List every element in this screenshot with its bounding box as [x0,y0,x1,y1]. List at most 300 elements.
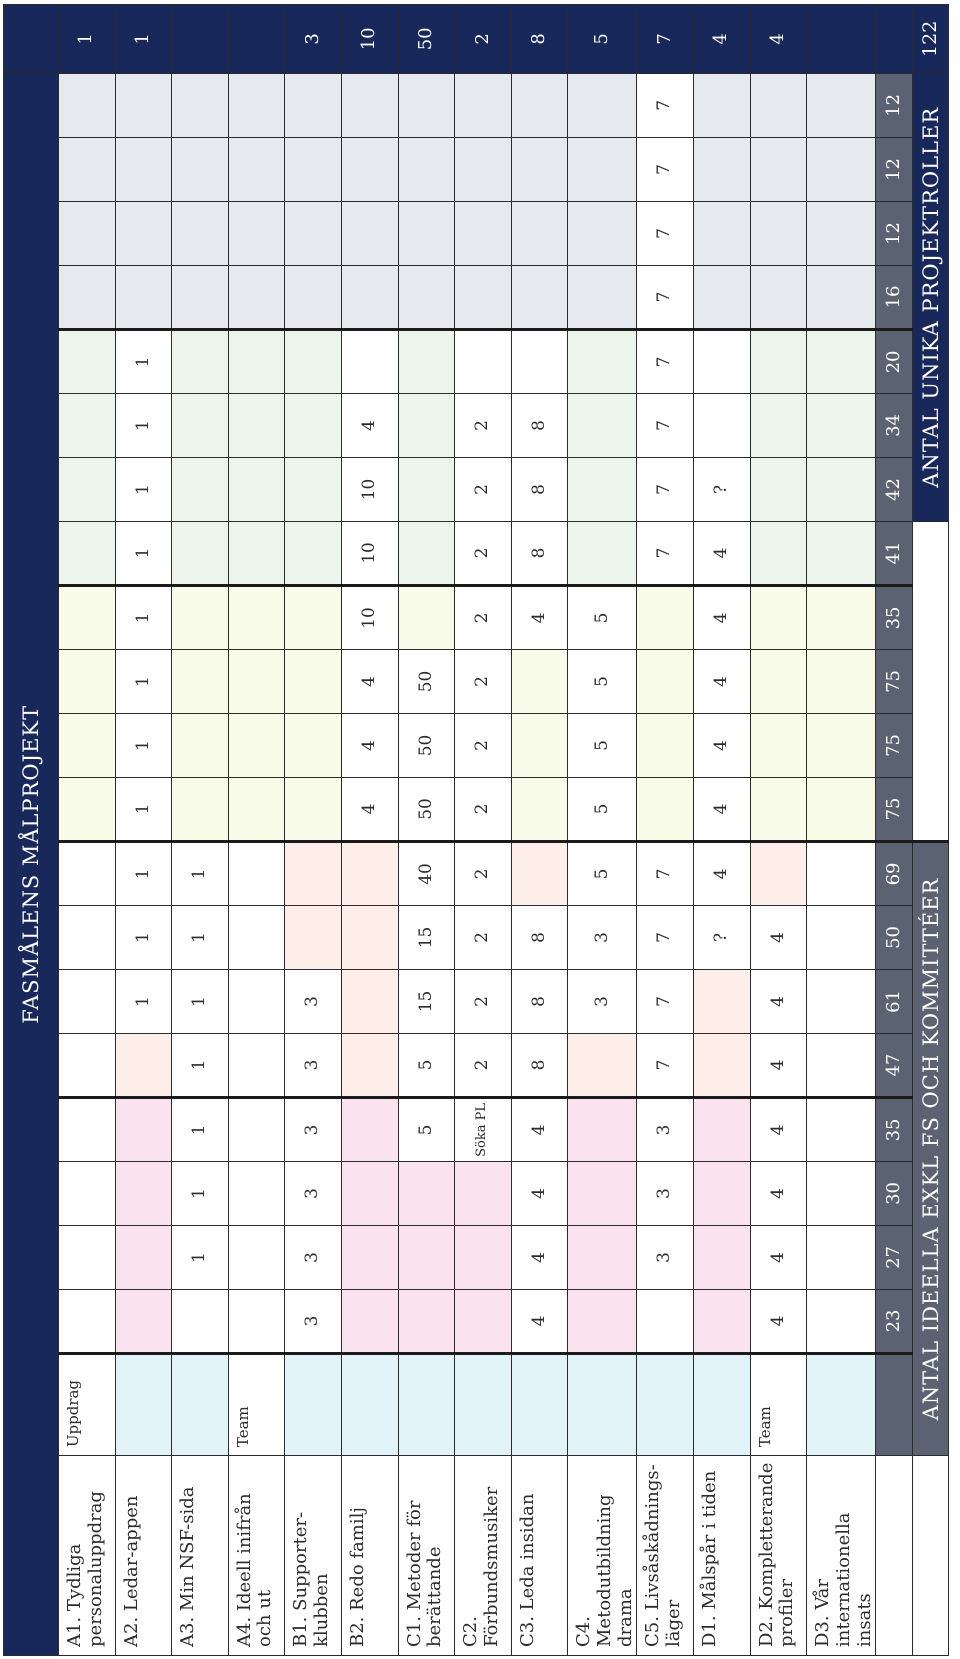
value-cell [115,1033,172,1097]
value-cell: 4 [694,713,751,777]
value-cell: 3 [568,969,637,1033]
value-cell: 4 [511,585,568,649]
value-cell: 4 [694,777,751,841]
value-cell: 15 [398,905,455,969]
value-cell [398,393,455,457]
value-cell: 4 [750,1033,807,1097]
row-name: B2. Redo familj [341,1456,398,1656]
column-sum: 41 [876,521,913,585]
value-cell: 4 [694,649,751,713]
value-cell [807,585,876,649]
row-role-tag [285,1353,342,1455]
value-cell [694,73,751,137]
value-cell [694,1161,751,1225]
row-role-tag: Team [228,1353,285,1455]
row-role-tag [341,1353,398,1455]
value-cell [341,1033,398,1097]
row-name: A4. Ideell inifrån och ut [228,1456,285,1656]
value-cell [228,457,285,521]
value-cell: 7 [637,905,694,969]
row-total: 1 [59,5,116,74]
value-cell [750,265,807,329]
value-cell: 7 [637,137,694,201]
value-cell [172,777,229,841]
value-cell [398,521,455,585]
column-sum: 12 [876,137,913,201]
value-cell: ? [694,905,751,969]
row-total: 10 [341,5,398,74]
row-name: C2. Förbundsmusiker [455,1456,512,1656]
value-cell [750,649,807,713]
value-cell [172,1289,229,1353]
value-cell [807,521,876,585]
column-sum: 61 [876,969,913,1033]
value-cell [228,777,285,841]
column-sum: 34 [876,393,913,457]
value-cell: 50 [398,777,455,841]
value-cell [694,969,751,1033]
value-cell [568,1097,637,1161]
column-sum: 35 [876,585,913,649]
value-cell: 4 [694,521,751,585]
value-cell: 7 [637,201,694,265]
value-cell [285,521,342,585]
value-cell [228,73,285,137]
value-cell: 15 [398,969,455,1033]
value-cell [511,777,568,841]
column-sum: 75 [876,777,913,841]
value-cell: 10 [341,457,398,521]
value-cell [341,969,398,1033]
row-name: C4. Metodutbildning drama [568,1456,637,1656]
value-cell [228,201,285,265]
value-cell [285,393,342,457]
value-cell [228,713,285,777]
value-cell: 3 [637,1097,694,1161]
value-cell: 4 [511,1161,568,1225]
value-cell: 1 [115,713,172,777]
row-name: C5. Livsåskådnings-läger [637,1456,694,1656]
row-role-tag [511,1353,568,1455]
value-cell [750,713,807,777]
row-name: B1. Supporter-klubben [285,1456,342,1656]
value-cell [285,201,342,265]
total-header-cell [4,5,59,74]
row-name: D2. Kompletterande profiler [750,1456,807,1656]
row-name: A1. Tydliga personaluppdrag [59,1456,116,1656]
value-cell [511,841,568,905]
value-cell: 50 [398,649,455,713]
value-cell: 1 [172,841,229,905]
value-cell [750,137,807,201]
value-cell [455,137,512,201]
column-sum: 30 [876,1161,913,1225]
value-cell [172,521,229,585]
value-cell [568,1225,637,1289]
value-cell: 5 [398,1033,455,1097]
value-cell [172,585,229,649]
row-total: 4 [750,5,807,74]
value-cell: 4 [511,1289,568,1353]
footer-ideella-label: ANTAL IDEELLA EXKL FS OCH KOMMITTÉER [913,841,949,1455]
value-cell [228,841,285,905]
value-cell: 1 [172,905,229,969]
value-cell [285,713,342,777]
value-cell: 1 [172,1225,229,1289]
row-total: 3 [285,5,342,74]
value-cell: 2 [455,457,512,521]
table-row [172,5,229,1656]
value-cell: 3 [637,1225,694,1289]
footer-row [913,5,949,1656]
value-cell [59,265,116,329]
table-row [115,5,172,1656]
value-cell [59,905,116,969]
value-cell: 1 [115,393,172,457]
column-sum: 42 [876,457,913,521]
value-cell: 1 [115,521,172,585]
value-cell [694,137,751,201]
value-cell [172,265,229,329]
value-cell [59,457,116,521]
value-cell [694,1289,751,1353]
value-cell [511,713,568,777]
value-cell [511,265,568,329]
value-cell: 5 [568,713,637,777]
value-cell: 4 [694,585,751,649]
value-cell: 2 [455,905,512,969]
value-cell [568,1161,637,1225]
value-cell: 4 [750,905,807,969]
value-cell [694,1097,751,1161]
value-cell: 8 [511,1033,568,1097]
value-cell [341,329,398,393]
value-cell: 1 [115,969,172,1033]
table-row [455,5,512,1656]
value-cell: 4 [341,649,398,713]
value-cell [341,137,398,201]
value-cell [568,457,637,521]
value-cell [228,329,285,393]
value-cell: 4 [341,777,398,841]
column-sum: 12 [876,73,913,137]
value-cell [568,201,637,265]
value-cell [341,201,398,265]
value-cell [398,137,455,201]
value-cell: 1 [115,841,172,905]
value-cell [807,1161,876,1225]
sum-row-blank [876,1456,913,1656]
value-cell: 8 [511,457,568,521]
value-cell [807,1289,876,1353]
value-cell [115,73,172,137]
value-cell [807,649,876,713]
value-cell [285,265,342,329]
value-cell [59,1289,116,1353]
value-cell [59,841,116,905]
value-cell [398,329,455,393]
table-row [341,5,398,1656]
row-role-tag [568,1353,637,1455]
row-name: A3. Min NSF-sida [172,1456,229,1656]
table-row [228,5,285,1656]
value-cell [228,265,285,329]
value-cell [455,329,512,393]
row-role-tag [172,1353,229,1455]
value-cell: 3 [285,1289,342,1353]
footer-spacer [913,521,949,841]
value-cell [694,265,751,329]
value-cell [807,777,876,841]
row-total [172,5,229,74]
value-cell [228,521,285,585]
table-row [637,5,694,1656]
value-cell: 4 [694,841,751,905]
value-cell: 1 [172,1097,229,1161]
value-cell: 3 [285,1225,342,1289]
value-cell: 40 [398,841,455,905]
value-cell [59,777,116,841]
value-cell [750,73,807,137]
value-cell [807,73,876,137]
value-cell: 5 [398,1097,455,1161]
value-cell [285,777,342,841]
value-cell [750,393,807,457]
value-cell [59,649,116,713]
value-cell [228,393,285,457]
value-cell: 1 [115,329,172,393]
value-cell [172,393,229,457]
value-cell: 1 [115,905,172,969]
value-cell: 4 [750,1097,807,1161]
value-cell: 7 [637,393,694,457]
value-cell [228,969,285,1033]
value-cell [59,73,116,137]
table-row [568,5,637,1656]
value-cell [807,329,876,393]
value-cell: 50 [398,713,455,777]
value-cell [398,201,455,265]
value-cell [511,329,568,393]
value-cell [59,521,116,585]
value-cell: 7 [637,1033,694,1097]
value-cell [172,713,229,777]
value-cell [637,777,694,841]
value-cell: 7 [637,73,694,137]
value-cell [285,905,342,969]
value-cell [59,1097,116,1161]
value-cell: 3 [285,969,342,1033]
value-cell [398,265,455,329]
value-cell: 4 [511,1097,568,1161]
value-cell [398,457,455,521]
value-cell: 1 [115,649,172,713]
value-cell: 1 [115,777,172,841]
row-role-tag: Team [750,1353,807,1455]
row-role-tag [637,1353,694,1455]
value-cell [285,841,342,905]
value-cell: 1 [172,1161,229,1225]
value-cell [341,905,398,969]
value-cell: 1 [172,1033,229,1097]
value-cell: 4 [341,393,398,457]
value-cell [455,73,512,137]
value-cell [172,73,229,137]
value-cell: 8 [511,969,568,1033]
value-cell: 8 [511,521,568,585]
value-cell [807,1033,876,1097]
column-sum: 75 [876,713,913,777]
sum-total-blank [876,5,913,74]
value-cell [398,1225,455,1289]
value-cell: 3 [285,1097,342,1161]
value-cell: 2 [455,649,512,713]
value-cell [637,649,694,713]
value-cell: ? [694,457,751,521]
value-cell [568,73,637,137]
value-cell [228,137,285,201]
value-cell [568,521,637,585]
value-cell [115,265,172,329]
row-role-tag [455,1353,512,1455]
value-cell [59,713,116,777]
table-row [807,5,876,1656]
column-sum: 23 [876,1289,913,1353]
row-name: C1. Metoder för berättande [398,1456,455,1656]
value-cell: 2 [455,585,512,649]
row-name: C3. Leda insidan [511,1456,568,1656]
value-cell: 3 [285,1161,342,1225]
value-cell: 4 [750,1225,807,1289]
value-cell: 1 [115,457,172,521]
value-cell [807,969,876,1033]
value-cell [172,329,229,393]
value-cell [750,841,807,905]
value-cell [285,137,342,201]
value-cell: Söka PL [455,1097,512,1161]
value-cell [568,265,637,329]
value-cell: 2 [455,841,512,905]
footer-unika-label: ANTAL UNIKA PROJEKTROLLER [913,73,949,521]
value-cell [59,137,116,201]
value-cell [172,137,229,201]
value-cell [341,1161,398,1225]
value-cell: 7 [637,521,694,585]
value-cell [172,457,229,521]
value-cell [750,329,807,393]
value-cell [807,905,876,969]
value-cell [455,1225,512,1289]
value-cell [398,585,455,649]
column-sum: 20 [876,329,913,393]
value-cell: 2 [455,393,512,457]
value-cell [637,585,694,649]
grand-total: 122 [913,5,949,74]
value-cell: 2 [455,969,512,1033]
value-cell [59,393,116,457]
value-cell [637,1289,694,1353]
value-cell: 1 [115,585,172,649]
value-cell [115,1161,172,1225]
value-cell: 2 [455,521,512,585]
value-cell [694,393,751,457]
table-row [285,5,342,1656]
table-row [398,5,455,1656]
value-cell [807,137,876,201]
value-cell [115,1225,172,1289]
value-cell [228,1161,285,1225]
project-matrix-table [3,4,949,1656]
column-sum: 47 [876,1033,913,1097]
row-role-tag [694,1353,751,1455]
value-cell [228,1033,285,1097]
table-row [694,5,751,1656]
value-cell: 5 [568,777,637,841]
sum-row-label [876,1353,913,1455]
value-cell [568,393,637,457]
row-total: 7 [637,5,694,74]
column-sum: 50 [876,905,913,969]
value-cell: 3 [285,1033,342,1097]
row-role-tag [115,1353,172,1455]
value-cell [285,585,342,649]
column-sum: 12 [876,201,913,265]
value-cell [172,201,229,265]
value-cell [398,73,455,137]
value-cell [807,393,876,457]
value-cell: 7 [637,457,694,521]
value-cell [115,1097,172,1161]
value-cell [455,265,512,329]
value-cell [172,649,229,713]
row-total: 50 [398,5,455,74]
value-cell [511,137,568,201]
value-cell: 7 [637,265,694,329]
footer-blank [913,1456,949,1656]
value-cell [694,1225,751,1289]
value-cell [115,1289,172,1353]
value-cell [59,1225,116,1289]
value-cell [59,585,116,649]
value-cell [285,329,342,393]
value-cell [59,1033,116,1097]
row-name: D1. Målspår i tiden [694,1456,751,1656]
value-cell: 4 [511,1225,568,1289]
value-cell [694,329,751,393]
value-cell [228,1289,285,1353]
row-total: 5 [568,5,637,74]
value-cell [285,649,342,713]
value-cell: 10 [341,585,398,649]
value-cell [398,1161,455,1225]
row-total [228,5,285,74]
value-cell [285,73,342,137]
value-cell [341,73,398,137]
value-cell [59,969,116,1033]
value-cell [228,649,285,713]
value-cell: 7 [637,969,694,1033]
value-cell: 5 [568,585,637,649]
value-cell [807,713,876,777]
value-cell [455,201,512,265]
row-name: D3. Vår internationella insats [807,1456,876,1656]
value-cell [568,137,637,201]
value-cell [511,73,568,137]
value-cell [568,329,637,393]
value-cell [807,201,876,265]
column-sum: 69 [876,841,913,905]
value-cell: 3 [568,905,637,969]
